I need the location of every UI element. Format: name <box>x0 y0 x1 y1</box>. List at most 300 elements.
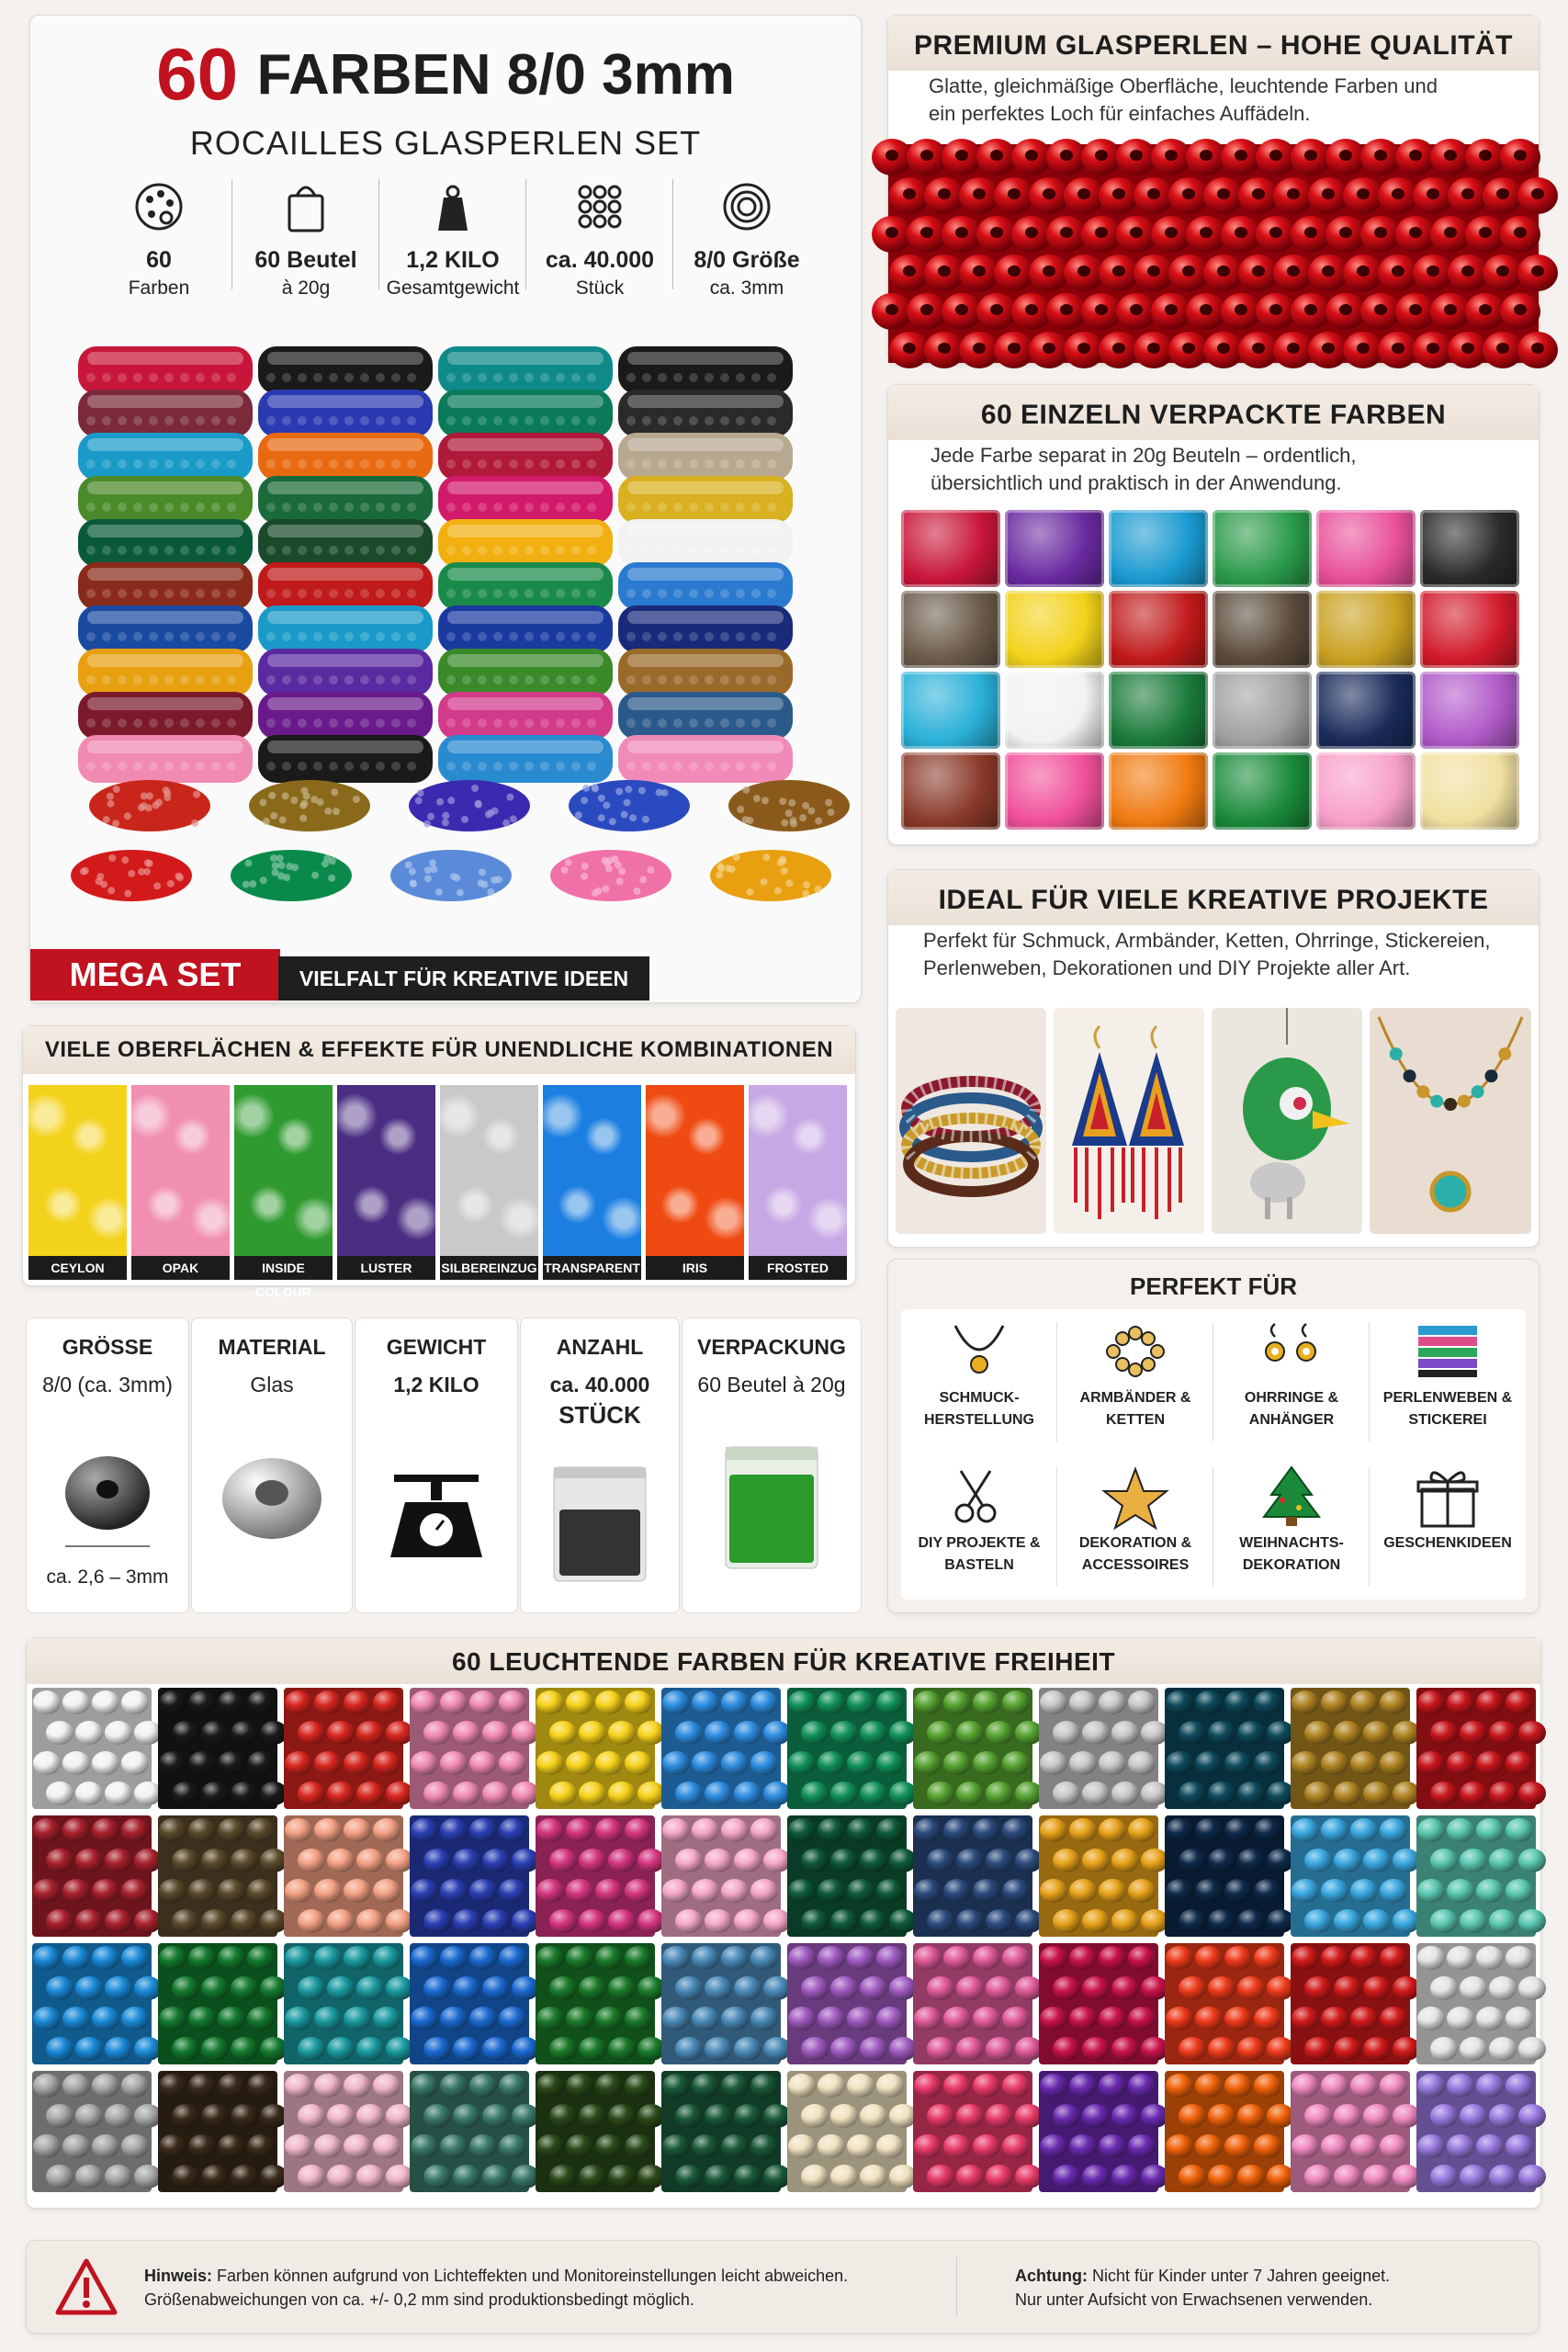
red-bead <box>924 332 964 368</box>
red-bead <box>1168 332 1209 368</box>
red-bead <box>942 293 982 330</box>
star-icon <box>1099 1464 1172 1530</box>
hero-stat <box>526 174 673 311</box>
notice-text-1: Farben können aufgrund von Lichteffekten und Monitoreinstellungen leicht abweichen. <box>212 2267 849 2285</box>
red-bead <box>1430 293 1471 330</box>
red-bead <box>1186 139 1226 175</box>
palette-icon <box>131 179 186 234</box>
color-swatch <box>410 1943 539 2064</box>
finish-beads <box>28 1085 127 1256</box>
weight-icon <box>425 179 480 234</box>
red-bead <box>1134 254 1174 291</box>
notice-line-4: Nur unter Aufsicht von Erwachsenen verwenden. <box>1015 2290 1373 2309</box>
spec-value-2: STÜCK <box>558 1401 641 1429</box>
packed-text-1: Jede Farbe separat in 20g Beuteln – ordentlich, <box>931 444 1357 467</box>
red-bead <box>1151 216 1191 253</box>
bead-bag <box>258 692 433 740</box>
bead-bag <box>78 433 253 481</box>
hero-stat-label: à 20g <box>281 277 331 299</box>
packed-bag <box>1005 510 1104 587</box>
bead-bag <box>438 390 613 437</box>
color-swatch <box>536 1815 665 1937</box>
bead-bag <box>78 692 253 740</box>
red-bead <box>1517 254 1558 291</box>
mega-set-badge <box>30 949 280 1001</box>
hero-card <box>29 15 862 1003</box>
red-bead <box>1238 177 1279 214</box>
red-bead <box>942 216 982 253</box>
spec-value: 60 Beutel à 20g <box>697 1373 846 1396</box>
color-swatch <box>1291 1815 1420 1937</box>
earrings-photo <box>1054 1008 1204 1234</box>
use-case-line-1: PERLENWEBEN & <box>1382 1390 1513 1406</box>
red-bead <box>1395 216 1436 253</box>
red-bead <box>872 139 912 175</box>
color-swatch <box>32 1815 162 1937</box>
bead-bag <box>618 476 793 524</box>
color-swatch <box>158 1943 288 2064</box>
finish-label: FROSTED <box>749 1256 847 1280</box>
color-swatch <box>1165 1943 1294 2064</box>
red-bead <box>924 177 964 214</box>
spec-value: Glas <box>250 1373 294 1396</box>
bird-photo <box>1212 1008 1362 1234</box>
use-case-line-2: HERSTELLUNG <box>924 1412 1034 1428</box>
red-bead <box>1360 293 1401 330</box>
red-bead <box>1046 293 1087 330</box>
use-case-item <box>901 1454 1057 1600</box>
red-bead <box>1483 332 1523 368</box>
red-bead <box>1291 216 1331 253</box>
red-bead <box>959 254 999 291</box>
hero-stat-value: ca. 40.000 <box>545 247 655 273</box>
red-bead <box>889 177 930 214</box>
spec-column <box>355 1317 518 1613</box>
hero-stat <box>673 174 820 311</box>
red-bead <box>1413 332 1453 368</box>
bead-bag <box>618 519 793 567</box>
bead-bag <box>438 692 613 740</box>
color-swatch <box>787 1815 917 1937</box>
red-bead <box>1430 139 1471 175</box>
color-swatch <box>661 2071 791 2192</box>
finish-label: IRIS <box>646 1256 744 1280</box>
notice-text-2: Nicht für Kinder unter 7 Jahren geeignet. <box>1087 2267 1391 2285</box>
red-bead <box>1430 216 1471 253</box>
color-swatch <box>1039 2071 1168 2192</box>
red-bead <box>1116 216 1156 253</box>
packed-card <box>887 384 1540 845</box>
red-bead <box>1378 254 1418 291</box>
loose-bead-pile <box>89 780 210 831</box>
red-bead <box>907 216 947 253</box>
red-bead <box>1029 177 1069 214</box>
bead-bag <box>438 735 613 783</box>
bead-bag <box>258 433 433 481</box>
bead-bag <box>258 476 433 524</box>
finish-label: TRANSPARENT <box>543 1256 641 1280</box>
packed-bags-grid <box>901 510 1526 831</box>
color-swatch <box>1416 1688 1546 1809</box>
red-beads-image <box>888 144 1539 363</box>
red-bead <box>1221 216 1261 253</box>
bead-bag <box>78 605 253 653</box>
perfect-for-card <box>887 1259 1540 1613</box>
earrings-icon <box>1255 1318 1328 1385</box>
hero-stats-row <box>85 174 820 321</box>
use-case-line-2: ACCESSOIRES <box>1081 1557 1190 1573</box>
finish-label: CEYLON <box>28 1256 127 1280</box>
premium-card <box>887 15 1540 364</box>
bead-bag <box>78 476 253 524</box>
hero-stat <box>232 174 379 311</box>
color-swatch <box>32 1943 162 2064</box>
red-bead <box>1517 177 1558 214</box>
use-case-item <box>1057 1309 1213 1454</box>
hero-stat-value: 8/0 Größe <box>694 247 800 273</box>
packed-bag <box>901 672 1000 749</box>
red-bead <box>1134 332 1174 368</box>
packed-bag <box>1316 510 1416 587</box>
red-bead <box>1291 139 1331 175</box>
red-bead <box>1308 332 1348 368</box>
bead-bag <box>78 346 253 394</box>
glass-bead-icon <box>198 1438 345 1576</box>
color-swatch <box>787 1688 917 1809</box>
use-case-line-1: DIY PROJEKTE & <box>918 1535 1041 1551</box>
packed-title: 60 EINZELN VERPACKTE FARBEN <box>888 385 1539 440</box>
necklace-photo <box>1370 1008 1531 1234</box>
bead-bag <box>618 735 793 783</box>
spec-column <box>520 1317 680 1613</box>
bead-bag <box>618 433 793 481</box>
red-bead <box>1238 332 1279 368</box>
finish-swatch <box>131 1085 230 1280</box>
red-bead <box>1099 332 1139 368</box>
spec-value: 1,2 KILO <box>393 1373 479 1396</box>
red-bead <box>1325 139 1366 175</box>
hero-stat-value: 1,2 KILO <box>406 247 500 273</box>
red-bead <box>1203 177 1244 214</box>
finish-label: LUSTER <box>337 1256 435 1280</box>
use-case-item <box>1213 1309 1370 1454</box>
red-bead <box>1151 139 1191 175</box>
red-bead <box>1011 293 1052 330</box>
finish-swatch <box>440 1085 538 1280</box>
hero-subtitle: ROCAILLES GLASPERLEN SET <box>189 124 702 162</box>
finish-beads <box>440 1085 538 1256</box>
hero-title-row <box>30 32 861 117</box>
bead-bag <box>438 605 613 653</box>
hero-stat-label: Stück <box>575 277 625 299</box>
red-bead <box>1500 293 1540 330</box>
necklace-bead <box>1430 1095 1443 1108</box>
red-bead <box>1360 216 1401 253</box>
color-swatch <box>536 1688 665 1809</box>
bead-bag <box>78 390 253 437</box>
perfect-for-grid <box>901 1309 1526 1600</box>
color-swatch <box>284 1815 413 1937</box>
finish-swatch <box>234 1085 333 1299</box>
bead-size-icon <box>34 1438 181 1576</box>
red-bead <box>872 293 912 330</box>
red-bead <box>889 254 930 291</box>
bracelet-photo <box>896 1008 1046 1234</box>
color-swatch <box>787 2071 917 2192</box>
projects-title: IDEAL FÜR VIELE KREATIVE PROJEKTE <box>888 870 1539 925</box>
red-bead <box>1064 332 1104 368</box>
red-bead <box>1273 254 1314 291</box>
packed-bag <box>1109 672 1208 749</box>
color-swatch <box>158 2071 288 2192</box>
use-case-line-1: OHRRINGE & <box>1244 1390 1339 1406</box>
color-swatch <box>410 1688 539 1809</box>
spec-title: GEWICHT <box>386 1335 487 1359</box>
color-swatch <box>410 2071 539 2192</box>
red-bead <box>994 254 1034 291</box>
necklace-bead <box>1484 1069 1497 1082</box>
necklace-bead <box>1458 1095 1471 1108</box>
red-bead <box>1099 177 1139 214</box>
bead-bag <box>438 519 613 567</box>
finish-beads <box>131 1085 230 1256</box>
red-bead <box>1308 254 1348 291</box>
notice-label-hinweis: Hinweis: <box>144 2267 213 2285</box>
color-swatch <box>1416 1943 1546 2064</box>
red-bead <box>976 293 1017 330</box>
red-bead <box>1465 139 1506 175</box>
red-bead <box>994 177 1034 214</box>
spec-title: MATERIAL <box>218 1335 326 1359</box>
packed-bag <box>1005 591 1104 668</box>
red-bead <box>1256 293 1296 330</box>
spec-column <box>191 1317 353 1613</box>
color-swatch <box>536 2071 665 2192</box>
red-bead <box>1168 177 1209 214</box>
packed-bag <box>901 591 1000 668</box>
red-bead <box>1448 332 1488 368</box>
bead-bag <box>258 562 433 610</box>
use-case-item <box>1370 1309 1526 1454</box>
loose-bead-pile <box>231 850 352 901</box>
red-bead <box>1360 139 1401 175</box>
finish-beads <box>749 1085 847 1256</box>
finish-beads <box>234 1085 333 1256</box>
color-swatch <box>1039 1815 1168 1937</box>
loose-bead-pile <box>249 780 370 831</box>
color-swatch <box>284 1688 413 1809</box>
red-bead <box>872 216 912 253</box>
color-swatch <box>661 1815 791 1937</box>
red-bead <box>1500 139 1540 175</box>
color-swatch <box>1416 2071 1546 2192</box>
finish-label: INSIDE COLOUR <box>234 1256 333 1280</box>
packed-text-2: übersichtlich und praktisch in der Anwendung. <box>931 471 1342 494</box>
red-bead <box>1099 254 1139 291</box>
bead-bag <box>258 649 433 696</box>
notice-line-3 <box>1015 2267 1390 2286</box>
notice-card <box>26 2240 1540 2334</box>
premium-text-1: Glatte, gleichmäßige Oberfläche, leuchtende Farben und <box>929 74 1438 97</box>
bead-bag <box>78 649 253 696</box>
spec-value: ca. 40.000 <box>549 1373 650 1396</box>
color-swatch <box>32 2071 162 2192</box>
red-bead <box>1413 177 1453 214</box>
red-bead <box>1291 293 1331 330</box>
mega-set-caption: VIELFALT FÜR KREATIVE IDEEN <box>299 967 629 990</box>
use-case-line-1: WEIHNACHTS- <box>1239 1535 1344 1551</box>
red-bead <box>1011 216 1052 253</box>
red-bead <box>976 139 1017 175</box>
finish-swatch <box>543 1085 641 1280</box>
red-bead <box>1378 332 1418 368</box>
use-case-line-1: SCHMUCK- <box>939 1390 1020 1406</box>
hero-stat-value: 60 Beutel <box>254 247 357 273</box>
red-bead <box>1029 332 1069 368</box>
necklace-bead <box>1472 1085 1484 1098</box>
red-bead <box>1517 332 1558 368</box>
packed-bag <box>901 510 1000 587</box>
red-bead <box>1203 254 1244 291</box>
red-bead <box>1046 139 1087 175</box>
bead-bag <box>438 346 613 394</box>
color-swatch <box>1039 1688 1168 1809</box>
finish-label: SILBEREINZUG <box>440 1256 538 1280</box>
red-bead <box>959 177 999 214</box>
red-bead <box>1238 254 1279 291</box>
spec-title: GRÖSSE <box>62 1335 153 1359</box>
bead-bag <box>438 649 613 696</box>
bead-bag <box>258 346 433 394</box>
notice-label-achtung: Achtung: <box>1015 2267 1088 2285</box>
packed-bag <box>1109 752 1208 830</box>
spec-value: 8/0 (ca. 3mm) <box>42 1373 173 1396</box>
finish-beads <box>337 1085 435 1256</box>
color-swatch <box>1416 1815 1546 1937</box>
finish-swatch <box>28 1085 127 1280</box>
scissors-icon <box>942 1464 1016 1530</box>
bead-bag <box>258 605 433 653</box>
bead-bag <box>618 390 793 437</box>
notice-line-1 <box>144 2267 848 2286</box>
bead-bag <box>618 605 793 653</box>
loose-bead-pile <box>550 850 671 901</box>
red-bead <box>1273 177 1314 214</box>
color-swatch <box>1165 2071 1294 2192</box>
bead-bag <box>78 735 253 783</box>
hero-stat-label: ca. 3mm <box>709 277 784 299</box>
gift-icon <box>1411 1464 1484 1530</box>
red-bead <box>1186 216 1226 253</box>
red-bead <box>1081 293 1122 330</box>
finish-beads <box>543 1085 641 1256</box>
loose-bead-pile <box>71 850 192 901</box>
red-bead <box>1448 177 1488 214</box>
red-bead <box>994 332 1034 368</box>
loose-bead-pile <box>569 780 690 831</box>
use-case-item <box>1213 1454 1370 1600</box>
packed-bag <box>1213 591 1312 668</box>
necklace-icon <box>942 1318 1016 1385</box>
color-swatch <box>410 1815 539 1937</box>
tree-icon <box>1255 1464 1328 1530</box>
warning-icon <box>54 2257 118 2316</box>
necklace-bead <box>1444 1098 1457 1111</box>
weaving-icon <box>1411 1318 1484 1385</box>
packed-bag <box>1005 672 1104 749</box>
use-case-line-2: DEKORATION <box>1242 1557 1341 1573</box>
hero-stat-label: Gesamtgewicht <box>386 277 520 299</box>
bag-icon <box>278 179 333 234</box>
red-bead <box>1064 254 1104 291</box>
red-bead <box>942 139 982 175</box>
red-bead <box>1325 293 1366 330</box>
bead-bag <box>618 649 793 696</box>
red-bead <box>1011 139 1052 175</box>
red-bead <box>1186 293 1226 330</box>
mega-set-label: MEGA SET <box>69 956 242 993</box>
packed-bag <box>1109 591 1208 668</box>
color-swatch <box>1291 1943 1420 2064</box>
bead-bag <box>618 562 793 610</box>
perfect-for-title: PERFEKT FÜR <box>1130 1272 1297 1300</box>
finish-label: OPAK <box>131 1256 230 1280</box>
packed-bag <box>1109 510 1208 587</box>
notice-line-2: Größenabweichungen von ca. +/- 0,2 mm sind produktionsbedingt möglich. <box>144 2290 694 2309</box>
red-bead <box>1256 216 1296 253</box>
red-bead <box>1081 216 1122 253</box>
red-bead <box>1343 332 1383 368</box>
bead-bag <box>258 519 433 567</box>
packed-bag <box>1316 672 1416 749</box>
red-bead <box>1395 293 1436 330</box>
premium-title: PREMIUM GLASPERLEN – HOHE QUALITÄT <box>888 16 1539 71</box>
projects-text-1: Perfekt für Schmuck, Armbänder, Ketten, Ohrringe, Stickereien, <box>923 929 1491 952</box>
red-bead <box>1413 254 1453 291</box>
notice-divider <box>956 2257 957 2316</box>
color-swatch <box>913 1688 1043 1809</box>
red-bead <box>1483 254 1523 291</box>
red-bead <box>924 254 964 291</box>
red-bead <box>976 216 1017 253</box>
packed-bag <box>1420 752 1519 830</box>
red-bead <box>959 332 999 368</box>
scale-icon <box>363 1438 510 1576</box>
premium-text-2: ein perfektes Loch für einfaches Auffädeln. <box>929 102 1311 125</box>
red-bead <box>907 139 947 175</box>
red-bead <box>1221 139 1261 175</box>
use-case-line-1: GESCHENKIDEEN <box>1383 1535 1512 1551</box>
red-bead <box>1343 177 1383 214</box>
bead-bag <box>618 692 793 740</box>
necklace-bead <box>1498 1047 1511 1060</box>
red-bead <box>1465 216 1506 253</box>
color-swatch <box>1165 1815 1294 1937</box>
loose-bead-pile <box>390 850 512 901</box>
red-bead <box>1395 139 1436 175</box>
red-bead <box>1029 254 1069 291</box>
red-bead <box>1134 177 1174 214</box>
color-swatch <box>1291 2071 1420 2192</box>
beads-grid-icon <box>572 179 627 234</box>
bead-bag <box>78 562 253 610</box>
red-bead <box>1343 254 1383 291</box>
color-swatch <box>1165 1688 1294 1809</box>
spec-title: VERPACKUNG <box>697 1335 846 1359</box>
red-bead <box>1221 293 1261 330</box>
spec-column <box>26 1317 189 1613</box>
color-swatch <box>913 2071 1043 2192</box>
